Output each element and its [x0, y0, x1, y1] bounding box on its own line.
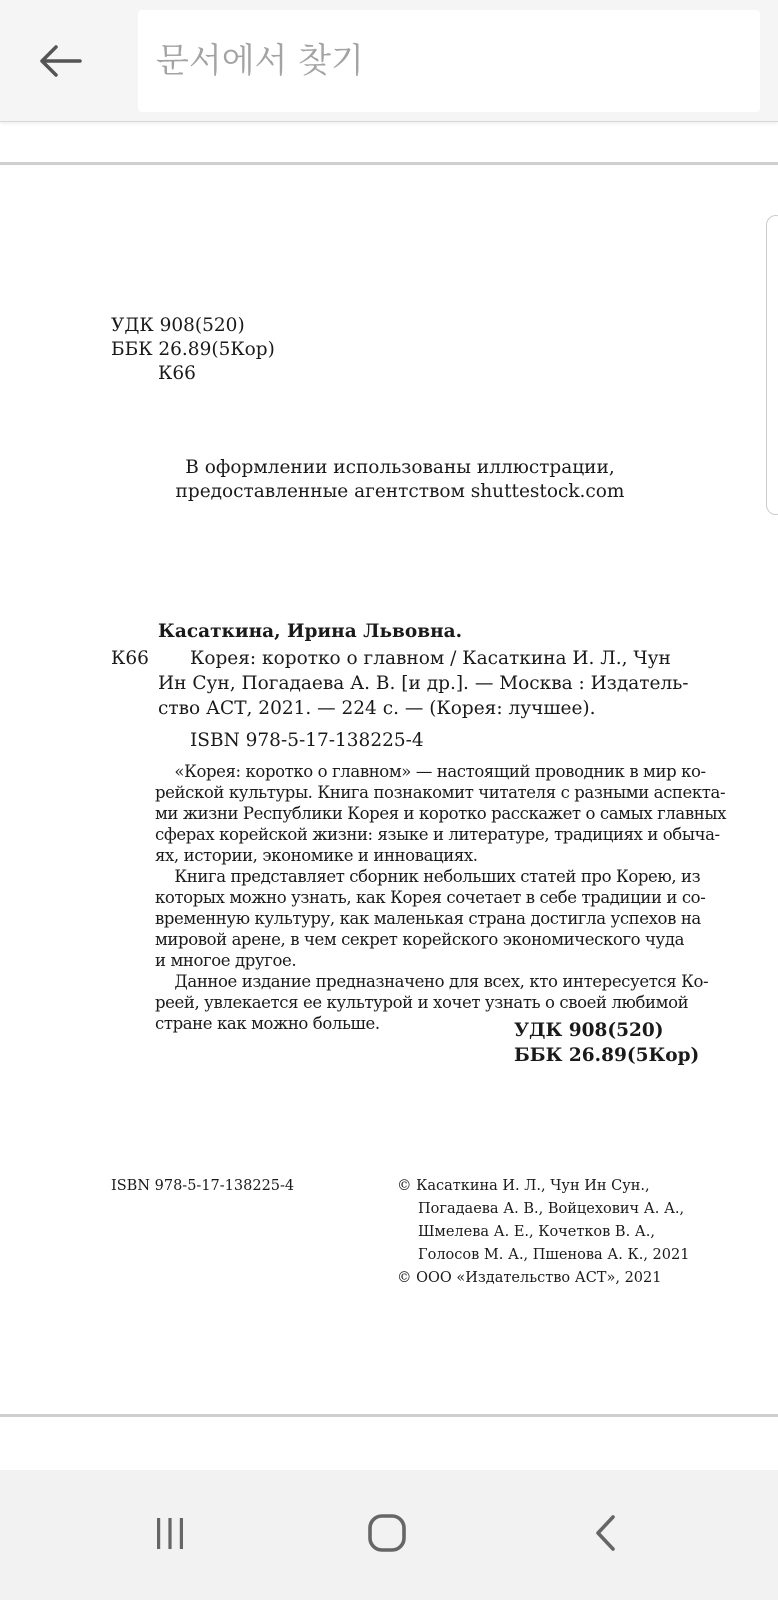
copyright-line-5: © ООО «Издательство АСТ», 2021: [397, 1270, 662, 1286]
annotation-line-10: и многое другое.: [155, 951, 297, 970]
author-sign-top: К66: [158, 363, 196, 384]
annotation-line-11: Данное издание предназначено для всех, кто интересуется Ко-: [155, 972, 709, 991]
copyright-line-3: Шмелева А. Е., Кочетков В. А.,: [418, 1224, 656, 1240]
page-top-divider: [0, 162, 778, 165]
annotation-line-1: «Корея: коротко о главном» — настоящий проводник в мир ко-: [155, 762, 706, 781]
search-input[interactable]: [156, 41, 760, 81]
biblio-line-2: Ин Сун, Погадаева А. В. [и др.]. — Москва : Издатель-: [158, 673, 689, 694]
annotation-line-3: ми жизни Республики Корея и коротко расскажет о самых главных: [155, 804, 726, 823]
home-button[interactable]: [347, 1498, 427, 1568]
author-sign: К66: [111, 648, 149, 669]
home-icon: [365, 1511, 409, 1555]
back-button[interactable]: [30, 36, 90, 86]
arrow-left-icon: [38, 44, 82, 78]
author-heading: Касаткина, Ирина Львовна.: [158, 621, 463, 642]
annotation-line-12: реей, увлекается ее культурой и хочет узнать о своей любимой: [155, 993, 689, 1012]
nav-back-button[interactable]: [566, 1498, 646, 1568]
isbn-main: ISBN 978-5-17-138225-4: [190, 730, 424, 751]
search-box[interactable]: [138, 10, 760, 112]
isbn-footer: ISBN 978-5-17-138225-4: [111, 1178, 295, 1194]
illustration-note-line-2: предоставленные агентством shuttestock.com: [175, 481, 625, 502]
chevron-left-icon: [588, 1513, 624, 1553]
udk-bottom: УДК 908(520): [514, 1020, 664, 1041]
annotation-line-8: временную культуру, как маленькая страна достигла успехов на: [155, 909, 701, 928]
system-navigation-bar: [0, 1470, 778, 1600]
scrollbar-thumb[interactable]: [766, 215, 778, 515]
annotation-line-9: мировой арене, в чем секрет корейского экономического чуда: [155, 930, 685, 949]
annotation-line-6: Книга представляет сборник небольших статей про Корею, из: [155, 867, 701, 886]
recent-apps-icon: [150, 1513, 190, 1553]
annotation-line-7: которых можно узнать, как Корея сочетает в себе традиции и со-: [155, 888, 706, 907]
biblio-line-3: ство АСТ, 2021. — 224 с. — (Корея: лучшее).: [158, 698, 596, 719]
illustration-note-line-1: В оформлении использованы иллюстрации,: [185, 457, 615, 478]
biblio-line-1: Корея: коротко о главном / Касаткина И. Л., Чун: [190, 648, 671, 669]
recent-apps-button[interactable]: [130, 1498, 210, 1568]
search-toolbar: [0, 0, 778, 122]
copyright-line-4: Голосов М. А., Пшенова А. К., 2021: [418, 1247, 690, 1263]
udk-top: УДК 908(520): [111, 315, 245, 336]
copyright-line-2: Погадаева А. В., Войцехович А. А.,: [418, 1201, 685, 1217]
copyright-line-1: © Касаткина И. Л., Чун Ин Сун.,: [397, 1178, 650, 1194]
annotation-line-2: рейской культуры. Книга познакомит читателя с разными аспекта-: [155, 783, 726, 802]
annotation-line-5: ях, истории, экономике и инновациях.: [155, 846, 478, 865]
bbk-top: ББК 26.89(5Кор): [111, 339, 275, 360]
annotation-line-13: стране как можно больше.: [155, 1014, 380, 1033]
bbk-bottom: ББК 26.89(5Кор): [514, 1045, 700, 1066]
page-bottom-divider: [0, 1414, 778, 1417]
annotation-line-4: сферах корейской жизни: языке и литературе, традициях и обыча-: [155, 825, 720, 844]
